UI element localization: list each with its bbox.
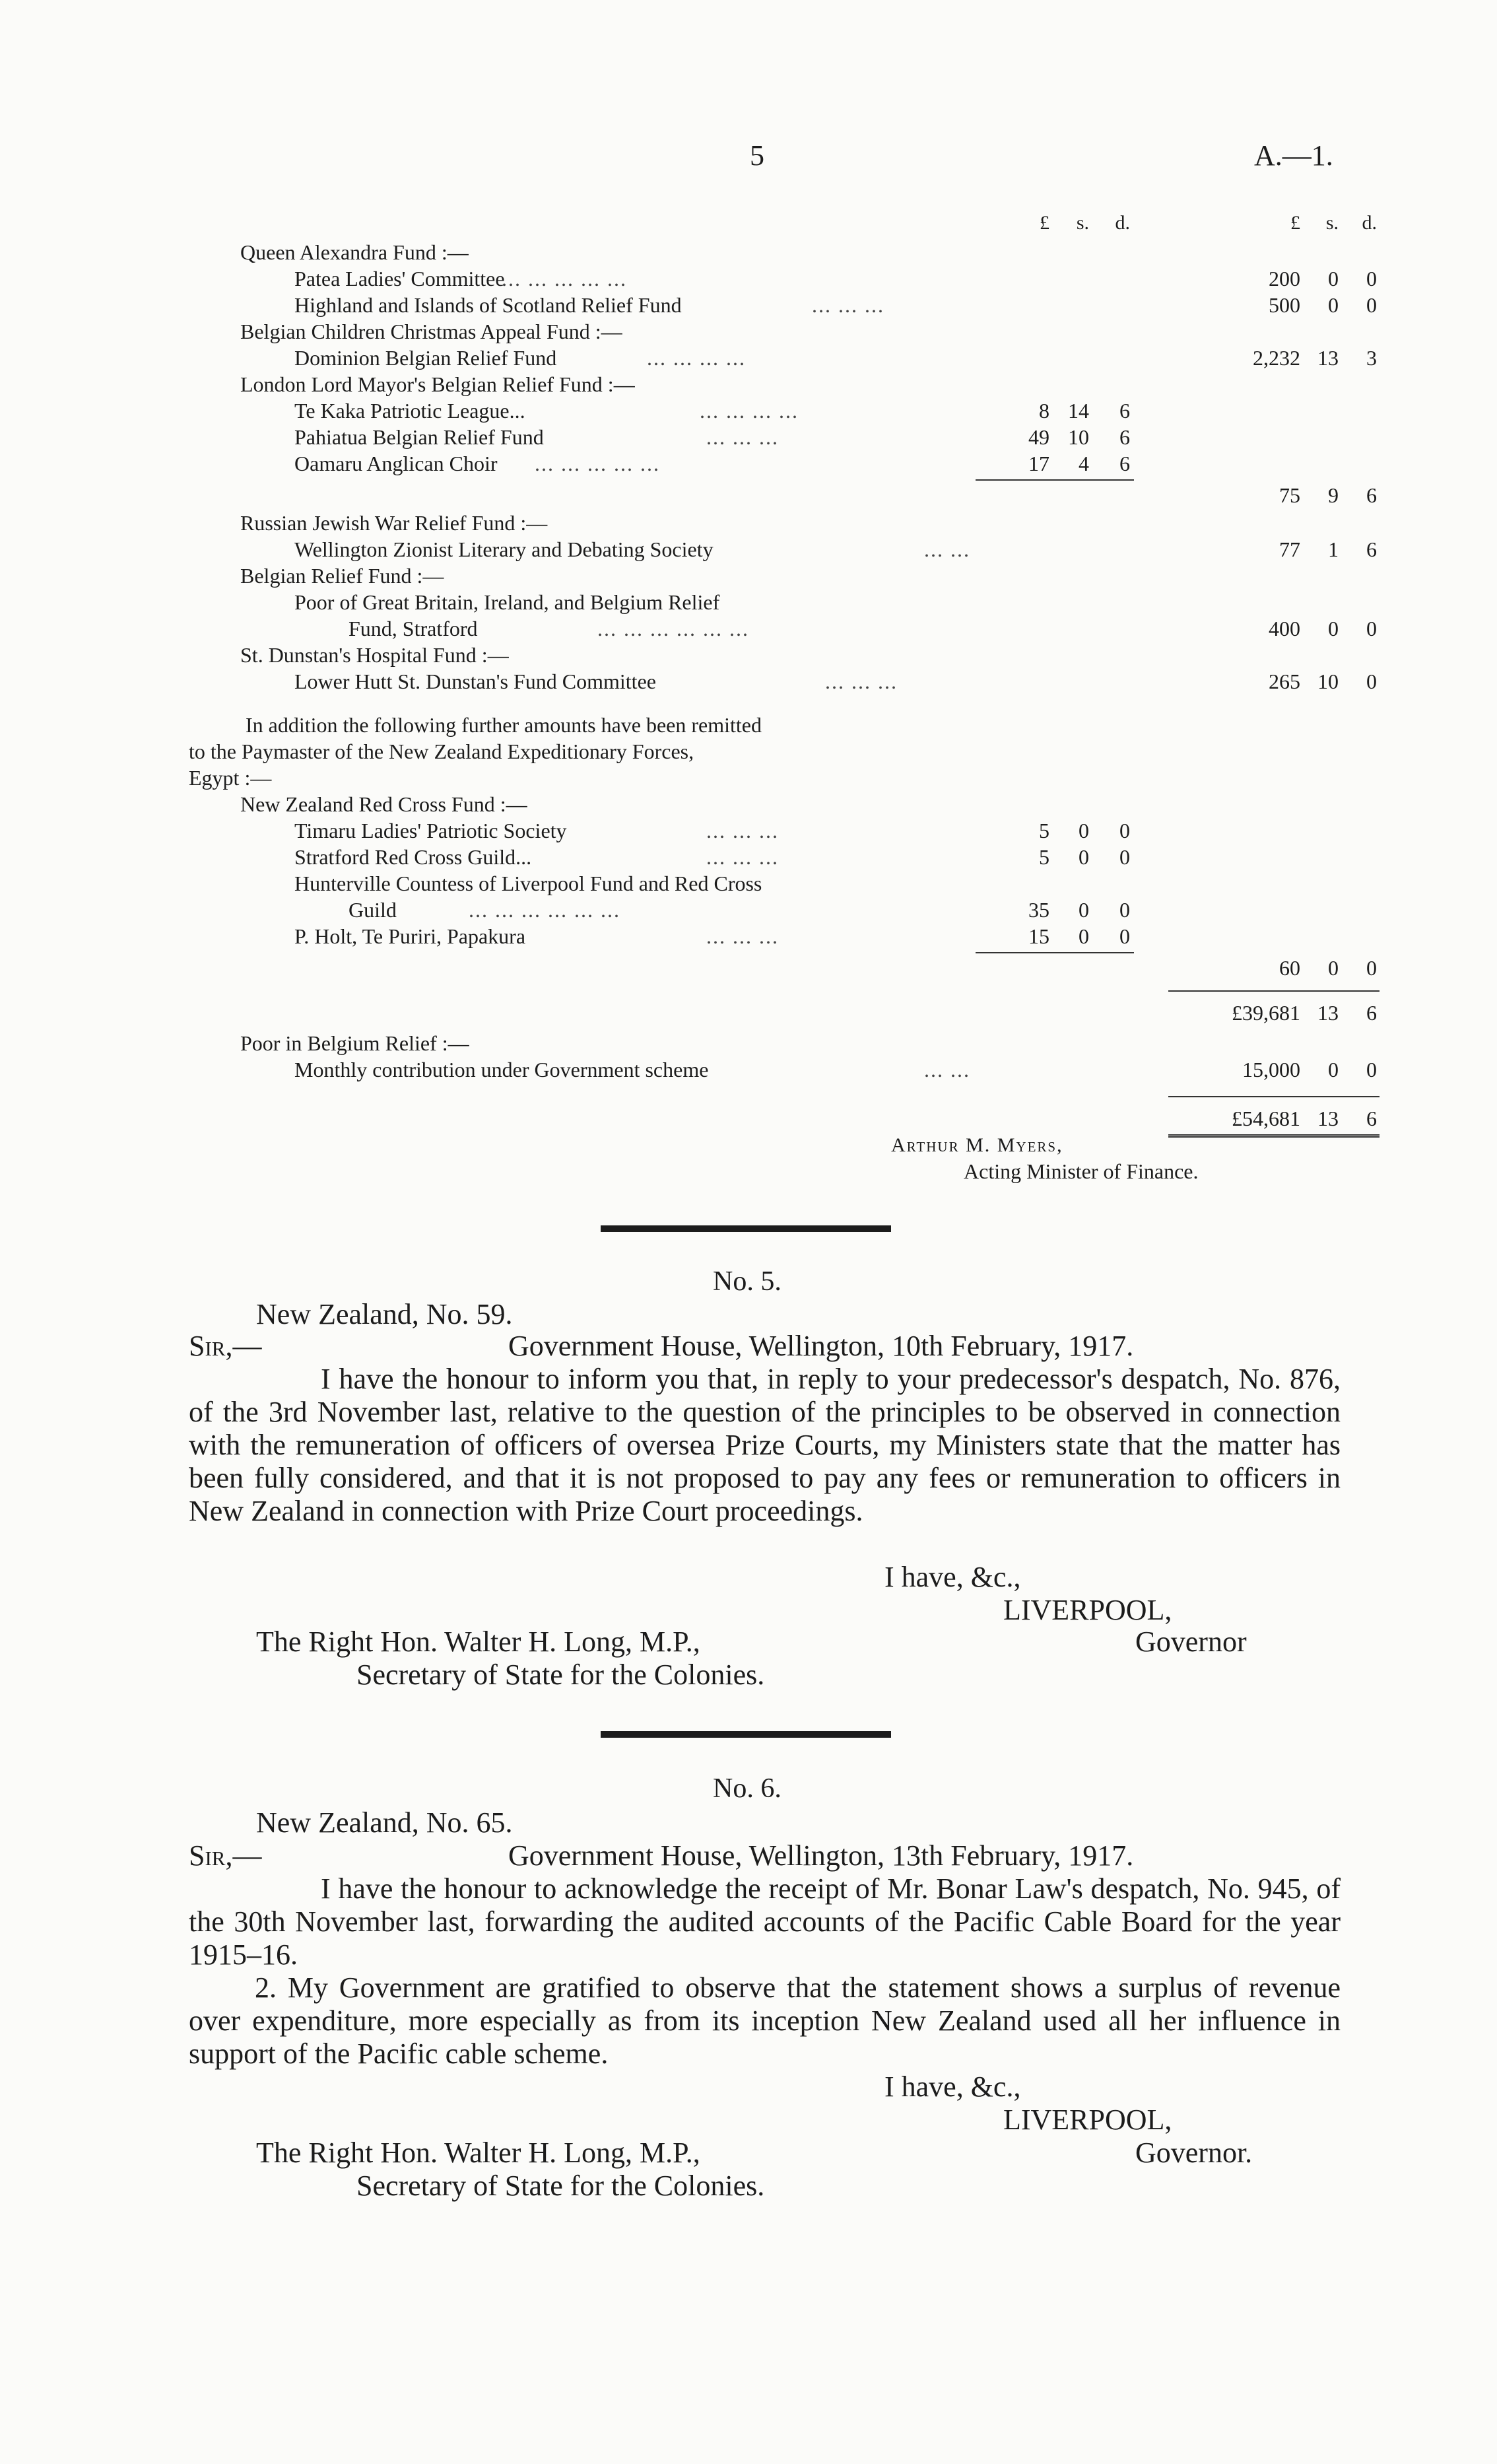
total-pounds: 200: [1269, 267, 1300, 291]
letter5-recipient-title: Secretary of State for the Colonies.: [356, 1659, 765, 1691]
subtotal-shillings: 9: [1328, 483, 1339, 507]
section-divider-2: [601, 1731, 891, 1738]
table-row: [0, 318, 1497, 345]
total-pence: 0: [1366, 293, 1377, 317]
amount-shillings: 4: [1079, 452, 1089, 475]
total-shillings: 10: [1317, 669, 1339, 693]
fund-label: Hunterville Countess of Liverpool Fund and Red Cross: [294, 872, 762, 895]
document-reference: A.—1.: [1254, 139, 1333, 172]
total-shillings: 1: [1328, 537, 1339, 561]
letter5-signer-title: Governor: [1135, 1626, 1247, 1658]
letter6-closing: I have, &c.,: [884, 2070, 1021, 2103]
total-pounds: 2,232: [1253, 346, 1300, 370]
page-number: 5: [750, 139, 764, 172]
letter6-para2: 2. My Government are gratified to observe that the statement shows a surplus of revenue over expenditure, more especially as from its inception New Zealand used all her influence in support of the Pacific cable scheme.: [189, 1971, 1341, 2070]
leader-dots: ... ...: [924, 537, 970, 561]
leader-dots: ... ... ...: [706, 845, 779, 869]
amount-pounds: 35: [1028, 898, 1049, 922]
amount-pence: 6: [1119, 452, 1130, 475]
letter5-address: Government House, Wellington, 10th February, 1917.: [508, 1330, 1134, 1362]
table-row: [0, 345, 1497, 371]
amount-shillings: 10: [1068, 425, 1089, 449]
leader-dots: ... ... ... ...: [700, 399, 799, 423]
grand-total-pounds: £54,681: [1232, 1107, 1300, 1130]
fund-label: P. Holt, Te Puriri, Papakura: [294, 924, 526, 948]
table-row: [0, 482, 1497, 508]
total-shillings: 0: [1328, 293, 1339, 317]
fund-label: Poor in Belgium Relief :—: [240, 1031, 469, 1055]
leader-dots: ... ... ... ... ... ...: [597, 617, 749, 640]
amount-pounds: 5: [1039, 819, 1049, 842]
fund-label: New Zealand Red Cross Fund :—: [240, 792, 527, 816]
amount-pounds: 15: [1028, 924, 1049, 948]
section-divider: [601, 1225, 891, 1232]
letter5-ref: New Zealand, No. 59.: [256, 1298, 513, 1330]
letter5-recipient: The Right Hon. Walter H. Long, M.P.,: [256, 1626, 700, 1658]
subtotal-rule: [976, 479, 1134, 481]
table-row: [0, 897, 1497, 923]
monthly-shillings: 0: [1328, 1058, 1339, 1081]
fund-label: Patea Ladies' Committee: [294, 267, 505, 291]
table-row: [0, 870, 1497, 897]
amount-pence: 6: [1119, 399, 1130, 423]
leader-dots: ... ...: [924, 1058, 970, 1081]
total-pence: 0: [1366, 669, 1377, 693]
total-shillings: 0: [1328, 267, 1339, 291]
col-pounds: £: [1040, 212, 1049, 234]
table-row: [0, 668, 1497, 695]
subtotal-pounds: 75: [1279, 483, 1300, 507]
fund-label: Timaru Ladies' Patriotic Society: [294, 819, 567, 842]
table-row: [0, 563, 1497, 589]
subtotal-shillings: 0: [1328, 956, 1339, 980]
minister-title: Acting Minister of Finance.: [964, 1159, 1199, 1183]
amount-pence: 0: [1119, 898, 1130, 922]
letter6-recipient-title: Secretary of State for the Colonies.: [356, 2170, 765, 2202]
leader-dots: ... ... ... ... ...: [502, 267, 627, 291]
fund-label: Belgian Children Christmas Appeal Fund :—: [240, 320, 622, 343]
total-pence: 0: [1366, 267, 1377, 291]
minister-signature: Arthur M. Myers,: [891, 1134, 1063, 1156]
letter6-ref: New Zealand, No. 65.: [256, 1806, 513, 1839]
remit-note: In addition the following further amounts have been remitted: [246, 713, 762, 737]
table-row: [0, 817, 1497, 844]
total-pence: 6: [1366, 537, 1377, 561]
fund-label: Oamaru Anglican Choir: [294, 452, 498, 475]
fund-label: Te Kaka Patriotic League...: [294, 399, 525, 423]
subtotal-rule: [976, 952, 1134, 953]
table-row: [0, 397, 1497, 424]
col-pounds-2: £: [1290, 212, 1300, 234]
total-pence: 3: [1366, 346, 1377, 370]
fund-label: Guild: [349, 898, 397, 922]
grand-total-double-rule: [1168, 1134, 1380, 1138]
table-row: [0, 292, 1497, 318]
letter6-salutation: Sir,—: [189, 1839, 262, 1872]
amount-shillings: 14: [1068, 399, 1089, 423]
poor-belgium-row: [0, 1056, 1497, 1083]
amount-shillings: 0: [1079, 819, 1089, 842]
amount-pence: 0: [1119, 924, 1130, 948]
subtotal-pence: 0: [1366, 956, 1377, 980]
fund-label: London Lord Mayor's Belgian Relief Fund :—: [240, 372, 635, 396]
letter6-signer: LIVERPOOL,: [1003, 2104, 1172, 2136]
table-row: [0, 424, 1497, 450]
letter5-closing: I have, &c.,: [884, 1561, 1021, 1593]
table-row: [0, 536, 1497, 563]
amount-pence: 0: [1119, 819, 1130, 842]
table-row: [0, 450, 1497, 477]
leader-dots: ... ... ...: [825, 669, 898, 693]
total-pounds: 265: [1269, 669, 1300, 693]
total-pounds: 400: [1269, 617, 1300, 640]
table-row: [0, 589, 1497, 615]
fund-label: Dominion Belgian Relief Fund: [294, 346, 557, 370]
leader-dots: ... ... ...: [812, 293, 884, 317]
table-row: [0, 265, 1497, 292]
col-shillings: s.: [1076, 212, 1089, 234]
column-headers: [0, 210, 1497, 236]
total-row: [0, 1000, 1497, 1026]
grand-total-rule: [1168, 1096, 1380, 1097]
amount-pounds: 49: [1028, 425, 1049, 449]
table-row: [0, 615, 1497, 642]
leader-dots: ... ... ...: [706, 924, 779, 948]
letter6-address: Government House, Wellington, 13th February, 1917.: [508, 1839, 1134, 1872]
total-pence: 0: [1366, 617, 1377, 640]
letter6-recipient: The Right Hon. Walter H. Long, M.P.,: [256, 2137, 700, 2169]
total-shillings: 0: [1328, 617, 1339, 640]
leader-dots: ... ... ...: [706, 819, 779, 842]
remit-note: to the Paymaster of the New Zealand Expeditionary Forces,: [189, 739, 694, 763]
letter6-signer-title: Governor.: [1135, 2137, 1253, 2169]
table-row: [0, 371, 1497, 397]
total-pounds: 77: [1279, 537, 1300, 561]
leader-dots: ... ... ... ...: [647, 346, 746, 370]
fund-label: Wellington Zionist Literary and Debating Society: [294, 537, 714, 561]
fund-label: Lower Hutt St. Dunstan's Fund Committee: [294, 669, 656, 693]
amount-pence: 6: [1119, 425, 1130, 449]
remit-note-line: [0, 712, 1497, 738]
letter5-signer: LIVERPOOL,: [1003, 1594, 1172, 1626]
monthly-pounds: 15,000: [1242, 1058, 1300, 1081]
fund-label: Russian Jewish War Relief Fund :—: [240, 511, 548, 535]
fund-label: Fund, Stratford: [349, 617, 478, 640]
fund-label: Monthly contribution under Government scheme: [294, 1058, 709, 1081]
table-row: [0, 239, 1497, 265]
fund-label: St. Dunstan's Hospital Fund :—: [240, 643, 509, 667]
remit-note: Egypt :—: [189, 766, 272, 790]
fund-label: Poor of Great Britain, Ireland, and Belgium Relief: [294, 590, 720, 614]
table-row: [0, 955, 1497, 981]
grand-total-shillings: 13: [1317, 1107, 1339, 1130]
amount-shillings: 0: [1079, 924, 1089, 948]
grand-total-pence: 6: [1366, 1107, 1377, 1130]
amount-shillings: 0: [1079, 845, 1089, 869]
subtotal-pounds: 60: [1279, 956, 1300, 980]
fund-label: Queen Alexandra Fund :—: [240, 240, 469, 264]
total1-pounds: £39,681: [1232, 1001, 1300, 1025]
col-pence-2: d.: [1362, 212, 1377, 234]
letter6-title: No. 6.: [713, 1773, 782, 1804]
remit-note-line: [0, 738, 1497, 765]
leader-dots: ... ... ... ... ... ...: [469, 898, 620, 922]
leader-dots: ... ... ...: [706, 425, 779, 449]
letter5-salutation: Sir,—: [189, 1330, 262, 1362]
col-shillings-2: s.: [1325, 212, 1339, 234]
amount-pence: 0: [1119, 845, 1130, 869]
total-pounds: 500: [1269, 293, 1300, 317]
letter6-para1: I have the honour to acknowledge the receipt of Mr. Bonar Law's despatch, No. 945, of the 30th November last, forwarding the audited accounts of the Pacific Cable Board for the year 1915–16.: [189, 1872, 1341, 1971]
amount-shillings: 0: [1079, 898, 1089, 922]
monthly-pence: 0: [1366, 1058, 1377, 1081]
grand-total-row: [0, 1105, 1497, 1132]
fund-label: Stratford Red Cross Guild...: [294, 845, 532, 869]
letter5-title: No. 5.: [713, 1266, 782, 1297]
table-row: [0, 510, 1497, 536]
amount-pounds: 8: [1039, 399, 1049, 423]
table-row: [0, 844, 1497, 870]
poor-belgium-heading: [0, 1030, 1497, 1056]
remit-note-line: [0, 765, 1497, 791]
total1-pence: 6: [1366, 1001, 1377, 1025]
leader-dots: ... ... ... ... ...: [535, 452, 660, 475]
fund-label: Pahiatua Belgian Relief Fund: [294, 425, 544, 449]
table-row: [0, 642, 1497, 668]
col-pence: d.: [1115, 212, 1130, 234]
total-rule: [1168, 990, 1380, 992]
amount-pounds: 17: [1028, 452, 1049, 475]
fund-label: Belgian Relief Fund :—: [240, 564, 444, 588]
total1-shillings: 13: [1317, 1001, 1339, 1025]
subtotal-pence: 6: [1366, 483, 1377, 507]
table-row: [0, 791, 1497, 817]
amount-pounds: 5: [1039, 845, 1049, 869]
letter5-body: I have the honour to inform you that, in reply to your predecessor's despatch, No. 876, of the 3rd November last, relative to the question of the principles to be observed in connection with the remuneration of officers of oversea Prize Courts, my Ministers state that the matter has been fully considered, and that it is not proposed to pay any fees or remuneration to officers in New Zealand in connection with Prize Court proceedings.: [189, 1363, 1341, 1527]
table-row: [0, 923, 1497, 949]
total-shillings: 13: [1317, 346, 1339, 370]
fund-label: Highland and Islands of Scotland Relief Fund: [294, 293, 682, 317]
